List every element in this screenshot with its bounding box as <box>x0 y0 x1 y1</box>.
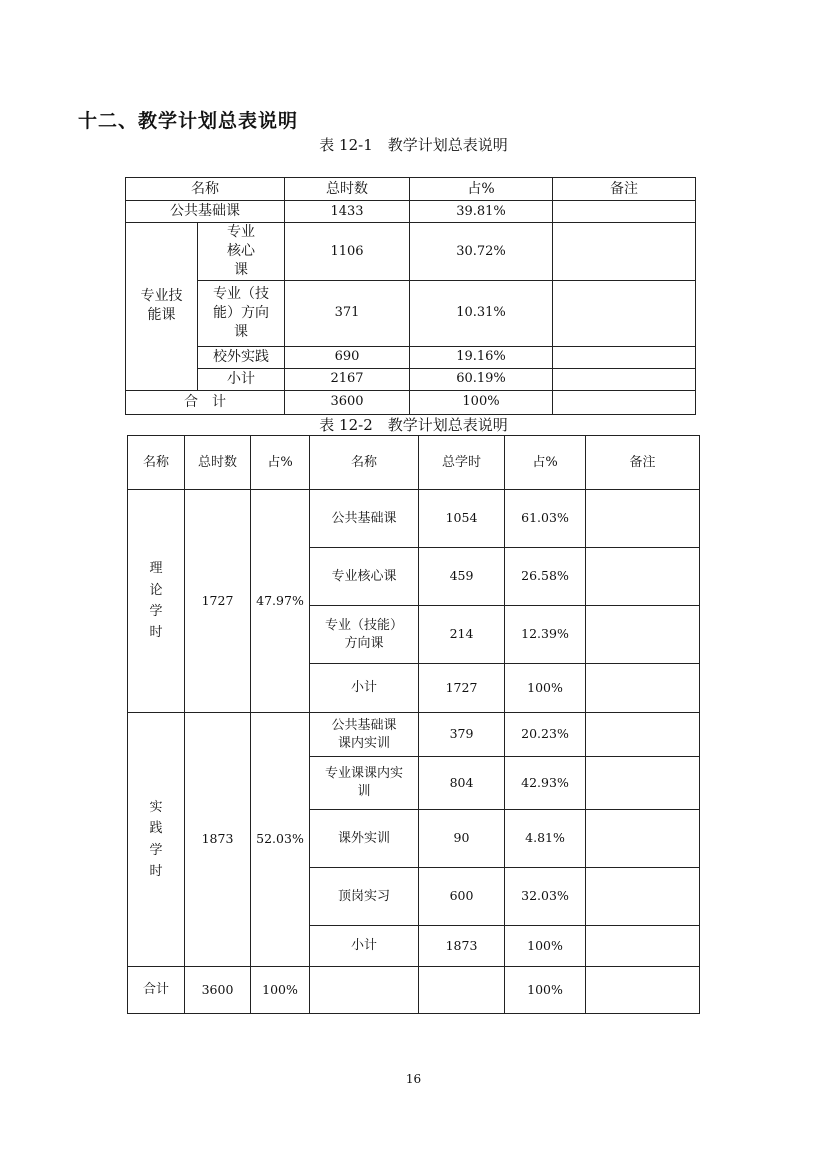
header-total-hours: 总时数 <box>185 436 251 490</box>
row-hours: 690 <box>285 346 410 368</box>
row-percent: 39.81% <box>410 201 553 223</box>
row-name: 专业（技能）方向课 <box>310 606 419 664</box>
row-percent: 10.31% <box>410 280 553 346</box>
row-hours: 3600 <box>285 390 410 414</box>
row-notes <box>553 368 696 390</box>
row-notes <box>553 280 696 346</box>
row-percent: 19.16% <box>410 346 553 368</box>
row-notes <box>586 713 700 757</box>
table-row <box>126 280 696 346</box>
total-notes <box>586 967 700 1014</box>
total-sub-hours <box>419 967 505 1014</box>
table-header-row <box>126 178 696 201</box>
theory-total-hours: 1727 <box>185 490 251 713</box>
row-name: 校外实践 <box>198 346 285 368</box>
total-hours: 3600 <box>185 967 251 1014</box>
row-percent: 100% <box>505 664 586 713</box>
row-name: 合 计 <box>126 390 285 414</box>
row-percent: 100% <box>410 390 553 414</box>
row-hours: 1433 <box>285 201 410 223</box>
practice-total-hours: 1873 <box>185 713 251 967</box>
row-hours: 2167 <box>285 368 410 390</box>
table-row <box>126 346 696 368</box>
row-name: 专业核心课 <box>310 548 419 606</box>
theory-percent: 47.97% <box>251 490 310 713</box>
row-name: 公共基础课课内实训 <box>310 713 419 757</box>
row-notes <box>553 201 696 223</box>
row-name: 公共基础课 <box>310 490 419 548</box>
row-percent: 61.03% <box>505 490 586 548</box>
table-row <box>126 368 696 390</box>
row-hours: 1054 <box>419 490 505 548</box>
row-percent: 26.58% <box>505 548 586 606</box>
row-percent: 60.19% <box>410 368 553 390</box>
theory-hours-label: 理论学时 <box>128 490 185 713</box>
row-notes <box>586 490 700 548</box>
header-notes: 备注 <box>586 436 700 490</box>
row-percent: 12.39% <box>505 606 586 664</box>
header-name: 名称 <box>126 178 285 201</box>
row-notes <box>586 868 700 926</box>
row-notes <box>586 664 700 713</box>
row-notes <box>586 757 700 810</box>
row-hours: 459 <box>419 548 505 606</box>
row-percent: 30.72% <box>410 223 553 281</box>
row-notes <box>586 548 700 606</box>
row-hours: 600 <box>419 868 505 926</box>
practice-hours-label: 实践学时 <box>128 713 185 967</box>
row-percent: 32.03% <box>505 868 586 926</box>
table-row <box>128 713 700 757</box>
table-row <box>126 223 696 281</box>
page-number: 16 <box>405 1072 422 1086</box>
row-name: 公共基础课 <box>126 201 285 223</box>
row-notes <box>586 810 700 868</box>
row-hours: 214 <box>419 606 505 664</box>
table2-caption: 表 12-2 教学计划总表说明 <box>319 416 508 434</box>
table-row <box>128 490 700 548</box>
row-percent: 100% <box>505 926 586 967</box>
row-hours: 371 <box>285 280 410 346</box>
teaching-plan-summary-table-1 <box>125 177 696 415</box>
row-name: 小计 <box>198 368 285 390</box>
total-sub-percent: 100% <box>505 967 586 1014</box>
header-percent: 占% <box>410 178 553 201</box>
row-hours: 1727 <box>419 664 505 713</box>
header-sub-percent: 占% <box>505 436 586 490</box>
row-notes <box>586 606 700 664</box>
row-name: 专业课课内实训 <box>310 757 419 810</box>
teaching-plan-summary-table-2 <box>127 435 700 1014</box>
section-heading: 十二、教学计划总表说明 <box>78 110 299 132</box>
total-sub-name <box>310 967 419 1014</box>
group-label: 专业技能课 <box>126 223 198 391</box>
header-notes: 备注 <box>553 178 696 201</box>
total-name: 合计 <box>128 967 185 1014</box>
header-name: 名称 <box>128 436 185 490</box>
row-notes <box>586 926 700 967</box>
row-hours: 804 <box>419 757 505 810</box>
row-percent: 20.23% <box>505 713 586 757</box>
row-notes <box>553 346 696 368</box>
row-percent: 42.93% <box>505 757 586 810</box>
row-hours: 90 <box>419 810 505 868</box>
row-name: 专业核心课 <box>198 223 285 281</box>
total-percent: 100% <box>251 967 310 1014</box>
row-hours: 379 <box>419 713 505 757</box>
practice-percent: 52.03% <box>251 713 310 967</box>
header-sub-name: 名称 <box>310 436 419 490</box>
header-percent: 占% <box>251 436 310 490</box>
total-row <box>126 390 696 414</box>
row-notes <box>553 390 696 414</box>
row-name: 专业（技能）方向课 <box>198 280 285 346</box>
table-row <box>126 201 696 223</box>
table-header-row <box>128 436 700 490</box>
header-total-hours: 总时数 <box>285 178 410 201</box>
total-row <box>128 967 700 1014</box>
row-hours: 1106 <box>285 223 410 281</box>
header-total-credit-hours: 总学时 <box>419 436 505 490</box>
row-name: 顶岗实习 <box>310 868 419 926</box>
row-notes <box>553 223 696 281</box>
row-name: 小计 <box>310 664 419 713</box>
row-name: 小计 <box>310 926 419 967</box>
table1-caption: 表 12-1 教学计划总表说明 <box>319 136 508 154</box>
row-percent: 4.81% <box>505 810 586 868</box>
row-hours: 1873 <box>419 926 505 967</box>
row-name: 课外实训 <box>310 810 419 868</box>
